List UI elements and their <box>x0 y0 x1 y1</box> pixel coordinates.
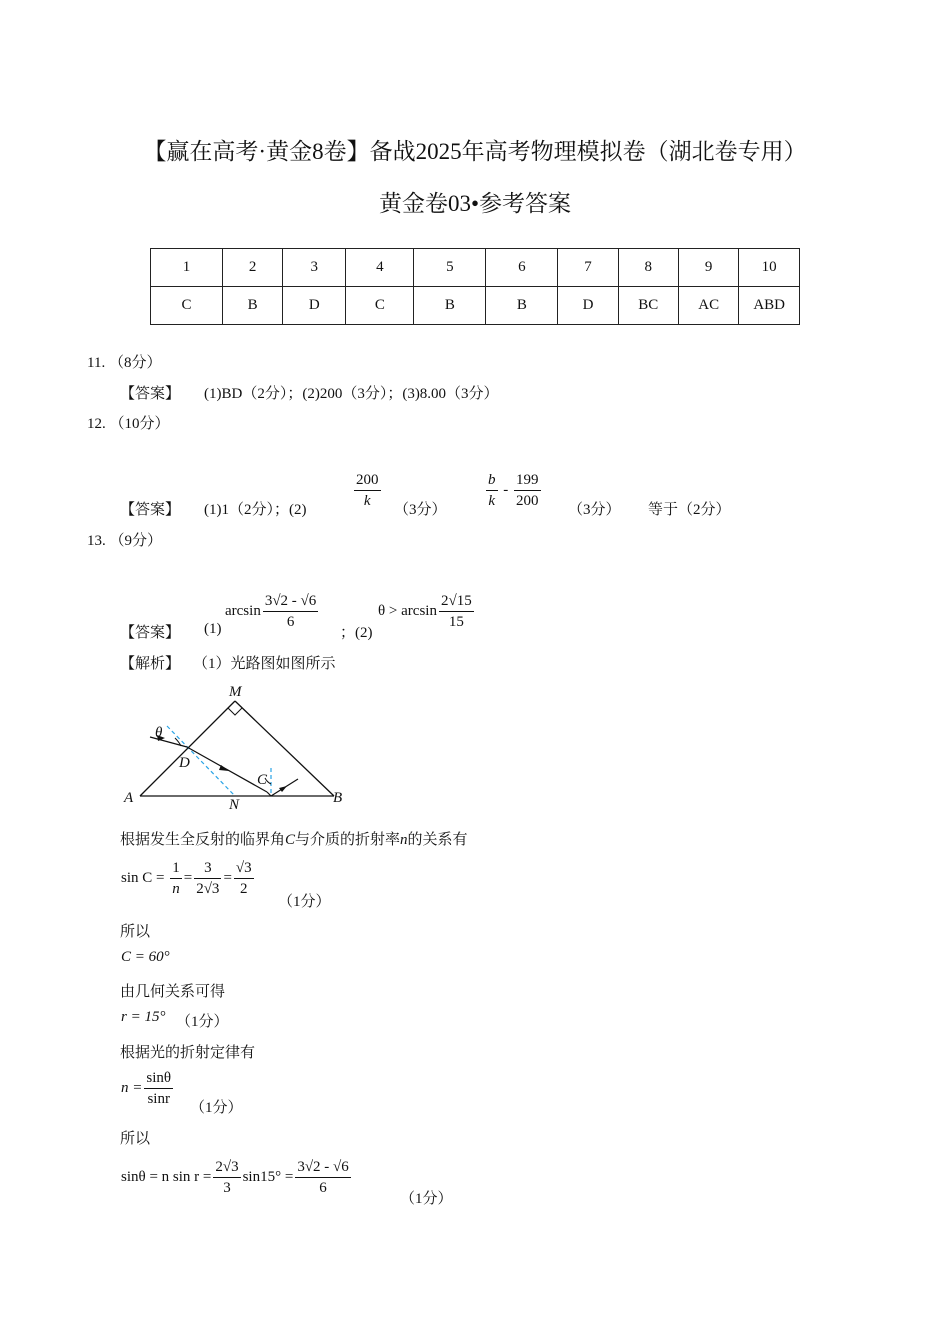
table-cell: B <box>223 287 283 325</box>
table-cell: C <box>346 287 414 325</box>
equation-n: n = $\frac{\sin\theta}{\sin r}$ <box>121 1070 172 1107</box>
label-N: N <box>229 797 240 813</box>
table-cell: 7 <box>558 249 618 287</box>
table-cell: 5 <box>414 249 486 287</box>
equation-sin-theta: sinθ = n sin r = $\frac{2√3}{3}$ sin15° = $\frac{3√2 - √6}{6}$ <box>121 1159 349 1196</box>
question-12-score2: （3分） <box>568 502 621 518</box>
equation-r-value: r = 15° <box>121 1009 166 1025</box>
question-12-answer-label: 【答案】 <box>120 502 181 518</box>
table-cell: D <box>283 287 346 325</box>
equation-n-score: （1分） <box>190 1100 243 1116</box>
question-11-answer: (1)BD（2分）；(2)200（3分）；(3)8.00（3分） <box>204 386 499 402</box>
page-title: 【赢在高考·黄金8卷】备战2025年高考物理模拟卷（湖北卷专用） <box>143 139 807 164</box>
question-12-part1: (1)1（2分）；(2) <box>204 502 307 518</box>
question-11-heading: 11. （8分） <box>87 355 162 371</box>
table-cell: B <box>414 287 486 325</box>
critical-angle-sentence: 根据发生全反射的临界角C与介质的折射率n的关系有 <box>120 832 468 848</box>
question-12-score1: （3分） <box>394 502 447 518</box>
question-13-heading: 13. （9分） <box>87 533 163 549</box>
analysis-text: （1）光路图如图所示 <box>193 656 336 672</box>
table-cell: D <box>558 287 618 325</box>
fraction-200-over-k: $\frac{200}{k}$ <box>356 472 379 509</box>
question-12-part3: 等于（2分） <box>648 502 731 518</box>
label-B: B <box>333 790 343 806</box>
answer-2-expression: θ > arcsin $\frac{2√15}{15}$ <box>378 593 472 630</box>
table-cell: C <box>151 287 223 325</box>
geometry-text: 由几何关系可得 <box>120 984 226 1000</box>
table-cell: 8 <box>618 249 678 287</box>
label-D: D <box>179 755 190 771</box>
answer-1-expression: arcsin $\frac{3√2 - √6}{6}$ <box>225 593 317 630</box>
table-row <box>151 287 800 325</box>
normal-at-D <box>167 726 235 796</box>
question-11-answer-label: 【答案】 <box>120 386 181 402</box>
so-text-2: 所以 <box>120 1131 151 1147</box>
fraction-b-over-k-expression: $\frac{b}{k}$ - $\frac{199}{200}$ <box>488 472 539 509</box>
so-text-1: 所以 <box>120 924 151 940</box>
table-cell: 4 <box>346 249 414 287</box>
analysis-label: 【解析】 <box>120 656 181 672</box>
table-cell: 10 <box>739 249 800 287</box>
snell-text: 根据光的折射定律有 <box>120 1045 256 1061</box>
label-theta: θ <box>155 725 163 741</box>
label-A: A <box>124 790 134 806</box>
table-cell: AC <box>678 287 738 325</box>
table-cell: 1 <box>151 249 223 287</box>
equation-sin-c: sin C = $\frac{1}{n}$ = $\frac{3}{2√3}$ = $\frac{√3}{2}$ <box>121 860 252 897</box>
answer-table <box>150 248 800 325</box>
right-angle-marker <box>228 708 242 715</box>
equation-r-score: （1分） <box>176 1014 229 1030</box>
question-13-answer-label: 【答案】 <box>120 625 181 641</box>
table-header-row <box>151 249 800 287</box>
table-cell: 9 <box>678 249 738 287</box>
equation-sin-c-score: （1分） <box>278 894 331 910</box>
equation-sin-theta-score: （1分） <box>400 1191 453 1207</box>
table-cell: 2 <box>223 249 283 287</box>
page-subtitle: 黄金卷03•参考答案 <box>378 191 572 216</box>
question-13-part1: (1) <box>204 621 222 637</box>
label-C: C <box>257 772 268 788</box>
table-cell: BC <box>618 287 678 325</box>
question-12-heading: 12. （10分） <box>87 416 170 432</box>
table-cell: 3 <box>283 249 346 287</box>
reflected-arrow <box>279 786 287 792</box>
light-path-diagram <box>115 680 355 815</box>
table-cell: ABD <box>739 287 800 325</box>
table-cell: 6 <box>486 249 558 287</box>
label-M: M <box>229 684 242 700</box>
question-13-separator: ；(2) <box>340 625 373 641</box>
equation-c-value: C = 60° <box>121 949 170 965</box>
table-cell: B <box>486 287 558 325</box>
